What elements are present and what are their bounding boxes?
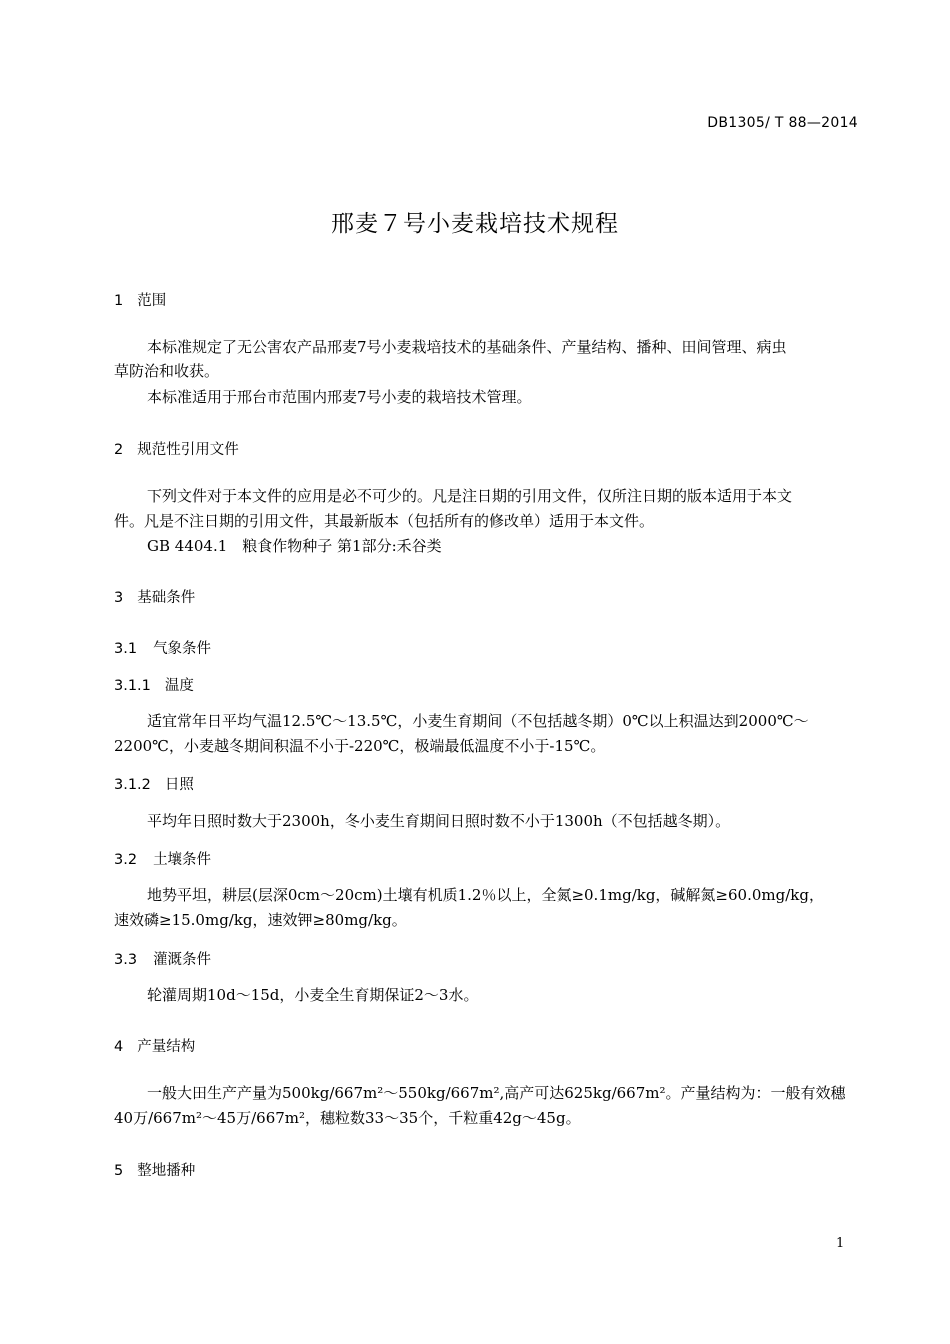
page-number: 1	[836, 1236, 845, 1251]
paragraph-line: 本标准规定了无公害农产品邢麦7号小麦栽培技术的基础条件、产量结构、播种、田间管理、病虫	[147, 338, 787, 356]
section-title: 温度	[164, 678, 194, 694]
section-2-heading	[114, 438, 239, 459]
section-3-2-heading	[114, 848, 211, 869]
reference-item: GB 4404.1 粮食作物种子 第1部分:禾谷类	[147, 537, 442, 555]
section-title: 灌溉条件	[153, 952, 212, 968]
section-number: 3.1	[114, 641, 138, 657]
paragraph-line: 件。凡是不注日期的引用文件，其最新版本（包括所有的修改单）适用于本文件。	[114, 512, 655, 530]
section-title: 气象条件	[153, 641, 212, 657]
paragraph-line: 2200℃，小麦越冬期间积温不小于-220℃，极端最低温度不小于-15℃。	[114, 737, 606, 755]
paragraph-line: 40万/667m²～45万/667m²，穗粒数33～35个，千粒重42g～45g。	[114, 1109, 581, 1127]
section-title: 规范性引用文件	[137, 442, 239, 458]
section-number: 2	[114, 442, 124, 458]
section-title: 土壤条件	[153, 852, 212, 868]
section-number: 3.1.1	[114, 678, 151, 694]
section-4-heading	[114, 1035, 195, 1056]
section-3-1-1-heading	[114, 674, 194, 695]
section-number: 3.1.2	[114, 777, 151, 793]
paragraph-line: 下列文件对于本文件的应用是必不可少的。凡是注日期的引用文件，仅所注日期的版本适用于本文	[147, 487, 793, 505]
section-3-heading	[114, 586, 195, 607]
section-number: 5	[114, 1163, 124, 1179]
section-title: 范围	[137, 293, 167, 309]
section-number: 3.3	[114, 952, 138, 968]
document-title: 邢麦７号小麦栽培技术规程	[331, 211, 619, 237]
paragraph-line: 适宜常年日平均气温12.5℃～13.5℃，小麦生育期间（不包括越冬期）0℃以上积温达到2000℃～	[147, 712, 809, 730]
section-number: 4	[114, 1039, 124, 1055]
section-title: 整地播种	[137, 1163, 196, 1179]
paragraph-line: 速效磷≥15.0mg/kg，速效钾≥80mg/kg。	[114, 911, 407, 929]
paragraph-line: 草防治和收获。	[114, 362, 220, 380]
paragraph-line: 一般大田生产产量为500kg/667m²～550kg/667m²,高产可达625kg/667m²。产量结构为：一般有效穗	[147, 1084, 846, 1102]
paragraph-line: 地势平坦，耕层(层深0cm～20cm)土壤有机质1.2％以上，全氮≥0.1mg/kg，碱解氮≥60.0mg/kg，	[147, 886, 824, 904]
section-3-3-heading	[114, 948, 211, 969]
standard-code: DB1305/ T 88—2014	[707, 115, 858, 131]
section-title: 日照	[164, 777, 194, 793]
section-3-1-heading	[114, 637, 211, 658]
paragraph-line: 轮灌周期10d～15d，小麦全生育期保证2～3水。	[147, 986, 479, 1004]
section-number: 3	[114, 590, 124, 606]
section-1-heading	[114, 289, 166, 310]
section-5-heading	[114, 1159, 195, 1180]
section-number: 3.2	[114, 852, 138, 868]
section-3-1-2-heading	[114, 773, 194, 794]
section-title: 产量结构	[137, 1039, 196, 1055]
section-number: 1	[114, 293, 124, 309]
paragraph-line: 本标准适用于邢台市范围内邢麦7号小麦的栽培技术管理。	[147, 388, 532, 406]
paragraph-line: 平均年日照时数大于2300h，冬小麦生育期间日照时数不小于1300h（不包括越冬期）。	[147, 812, 731, 830]
section-title: 基础条件	[137, 590, 196, 606]
